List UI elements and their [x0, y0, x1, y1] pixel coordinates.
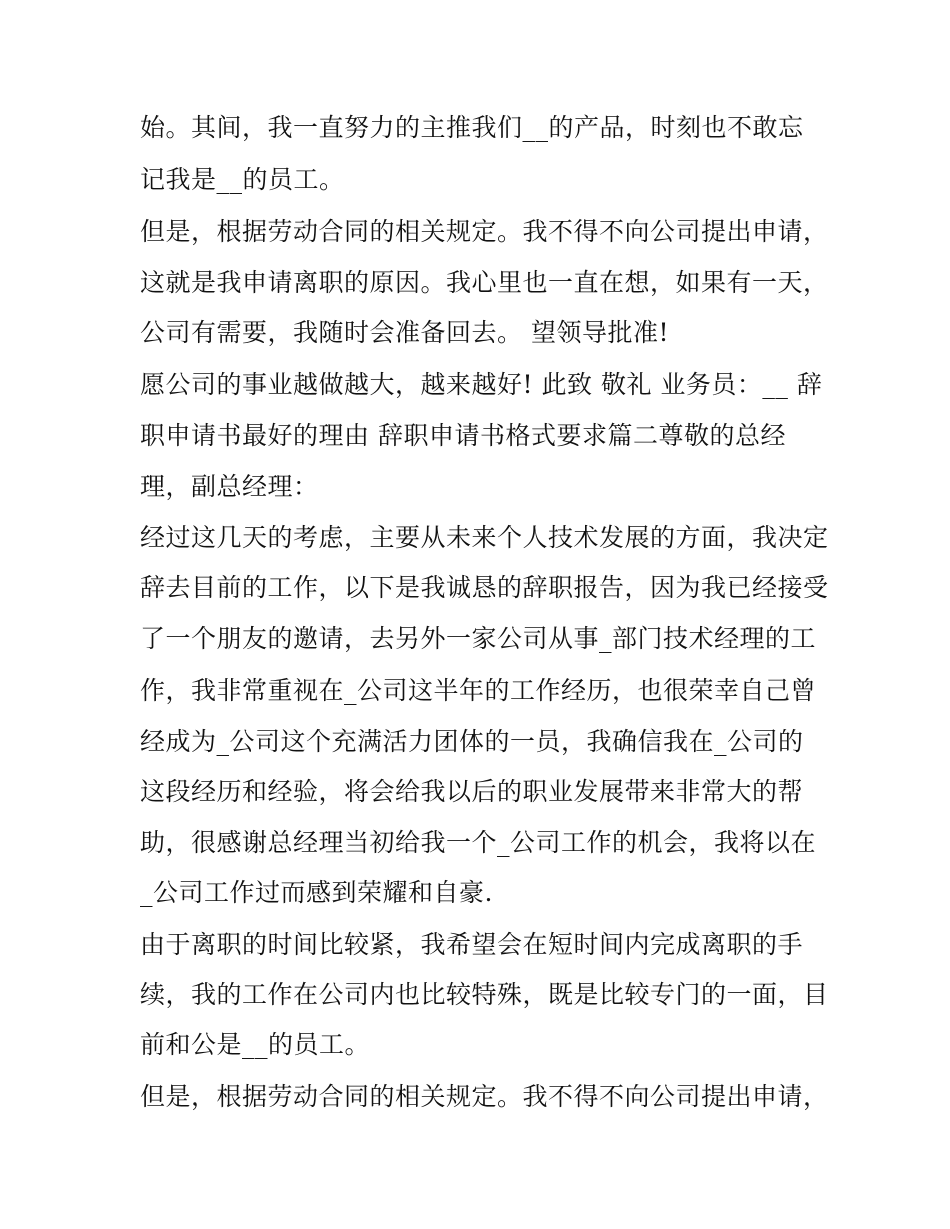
text-line: 记我是__的员工。	[140, 165, 345, 194]
text-line: 但是，根据劳动合同的相关规定。我不得不向公司提出申请，	[140, 1082, 829, 1111]
text-line: 助，很感谢总经理当初给我一个_公司工作的机会，我将以在	[140, 828, 817, 857]
text-line: 了一个朋友的邀请，去另外一家公司从事_部门技术经理的工	[140, 624, 817, 653]
text-line: 愿公司的事业越做越大，越来越好! 此致 敬礼 业务员：__ 辞	[140, 370, 823, 399]
text-line: 职申请书最好的理由 辞职申请书格式要求篇二尊敬的总经	[140, 421, 786, 450]
text-line: _公司工作过而感到荣耀和自豪.	[140, 878, 493, 907]
text-line: 始。其间，我一直努力的主推我们__的产品，时刻也不敢忘	[140, 113, 804, 142]
text-line: 这就是我申请离职的原因。我心里也一直在想，如果有一天，	[140, 268, 829, 297]
text-line: 作，我非常重视在_公司这半年的工作经历，也很荣幸自己曾	[140, 676, 817, 705]
text-line: 经过这几天的考虑，主要从未来个人技术发展的方面，我决定	[140, 523, 829, 552]
text-line: 前和公是__的员工。	[140, 1030, 371, 1059]
text-line: 但是，根据劳动合同的相关规定。我不得不向公司提出申请，	[140, 217, 829, 246]
text-line: 理，副总经理：	[140, 472, 319, 501]
text-line: 续，我的工作在公司内也比较特殊，既是比较专门的一面，目	[140, 980, 829, 1009]
text-line: 公司有需要，我随时会准备回去。 望领导批准!	[140, 318, 669, 347]
text-line: 辞去目前的工作，以下是我诚恳的辞职报告，因为我已经接受	[140, 573, 829, 602]
text-line: 由于离职的时间比较紧，我希望会在短时间内完成离职的手	[140, 930, 804, 959]
text-line: 经成为_公司这个充满活力团体的一员，我确信我在_公司的	[140, 727, 804, 756]
text-line: 这段经历和经验，将会给我以后的职业发展带来非常大的帮	[140, 777, 804, 806]
